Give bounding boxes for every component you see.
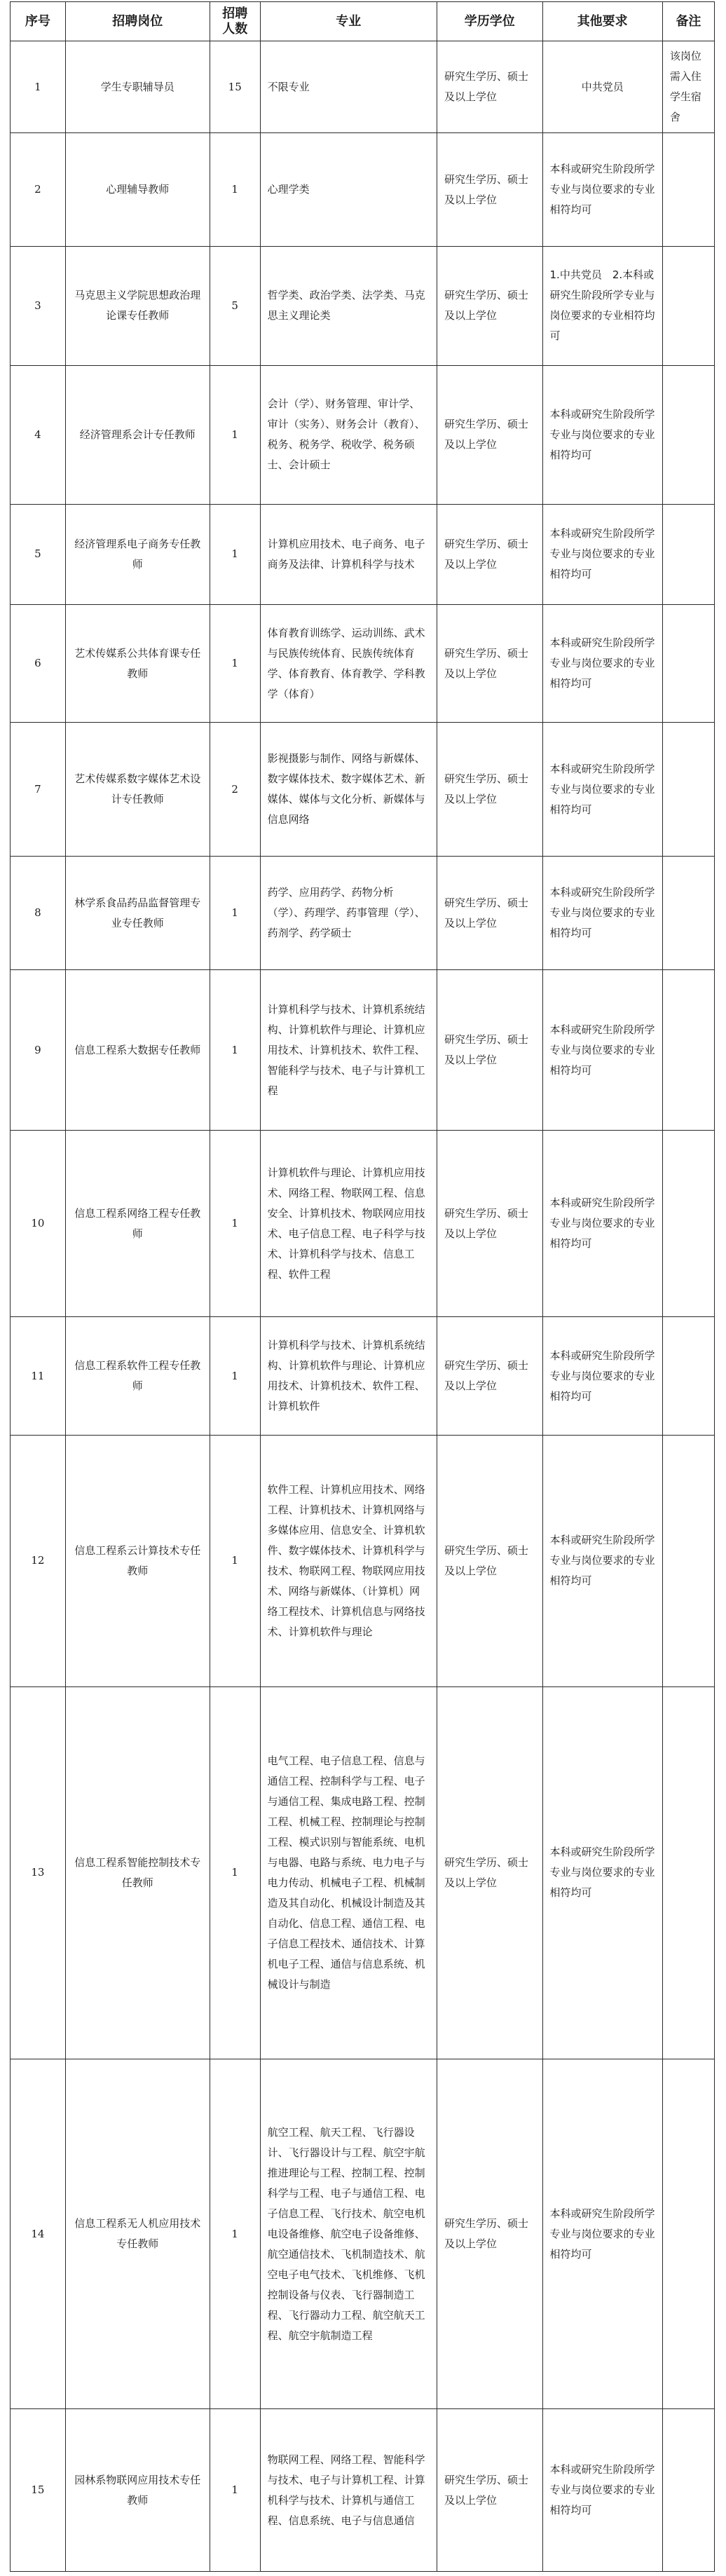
row-degree: 研究生学历、硕士及以上学位: [437, 723, 543, 856]
table-row: [11, 723, 715, 856]
row-remarks: [662, 723, 714, 856]
row-position: 马克思主义学院思想政治理论课专任教师: [65, 246, 210, 365]
row-seq: 6: [11, 604, 66, 722]
row-remarks: [662, 1686, 714, 2059]
row-major: 哲学类、政治学类、法学类、马克思主义理论类: [260, 246, 437, 365]
row-requirements: 本科或研究生阶段所学专业与岗位要求的专业相符均可: [542, 723, 662, 856]
header-count: 招聘 人数: [210, 2, 260, 41]
row-degree: 研究生学历、硕士及以上学位: [437, 2059, 543, 2409]
row-major: 药学、应用药学、药物分析（学）、药理学、药事管理（学）、药剂学、药学硕士: [260, 856, 437, 969]
header-position: 招聘岗位: [65, 2, 210, 41]
row-requirements: 本科或研究生阶段所学专业与岗位要求的专业相符均可: [542, 1435, 662, 1686]
row-requirements: 本科或研究生阶段所学专业与岗位要求的专业相符均可: [542, 2409, 662, 2572]
row-requirements: 本科或研究生阶段所学专业与岗位要求的专业相符均可: [542, 1130, 662, 1317]
row-degree: 研究生学历、硕士及以上学位: [437, 133, 543, 246]
row-count: 1: [210, 133, 260, 246]
row-position: 信息工程系智能控制技术专任教师: [65, 1686, 210, 2059]
row-major: 计算机软件与理论、计算机应用技术、网络工程、物联网工程、信息安全、计算机技术、物联网应用技术、电子信息工程、电子科学与技术、计算机科学与技术、信息工程、软件工程: [260, 1130, 437, 1317]
row-remarks: [662, 1317, 714, 1435]
table-row: [11, 41, 715, 133]
header-seq: 序号: [11, 2, 66, 41]
row-seq: 7: [11, 723, 66, 856]
row-position: 信息工程系云计算技术专任教师: [65, 1435, 210, 1686]
recruitment-table-container: [10, 1, 715, 2572]
row-count: 1: [210, 1435, 260, 1686]
row-seq: 1: [11, 41, 66, 133]
table-row: [11, 246, 715, 365]
row-count: 1: [210, 504, 260, 604]
row-major: 电气工程、电子信息工程、信息与通信工程、控制科学与工程、电子与通信工程、集成电路工程、控制工程、机械工程、控制理论与控制工程、模式识别与智能系统、电机与电器、电路与系统、电力电子与电力传动、机械电子工程、机械制造及其自动化、机械设计制造及其自动化、信息工程、通信工程、电子信息工程技术、通信技术、计算机电子工程、通信与信息系统、机械设计与制造: [260, 1686, 437, 2059]
row-remarks: [662, 246, 714, 365]
table-row: [11, 133, 715, 246]
row-seq: 12: [11, 1435, 66, 1686]
table-row: [11, 504, 715, 604]
row-major: 软件工程、计算机应用技术、网络工程、计算机技术、计算机网络与多媒体应用、信息安全、计算机软件、数字媒体技术、计算机科学与技术、物联网工程、物联网应用技术、网络与新媒体、（计算机）网络工程技术、计算机信息与网络技术、计算机软件与理论: [260, 1435, 437, 1686]
row-remarks: [662, 133, 714, 246]
table-row: [11, 604, 715, 722]
table-row: [11, 970, 715, 1131]
row-degree: 研究生学历、硕士及以上学位: [437, 1317, 543, 1435]
table-row: [11, 1686, 715, 2059]
row-position: 艺术传媒系公共体育课专任教师: [65, 604, 210, 722]
row-seq: 11: [11, 1317, 66, 1435]
row-position: 信息工程系无人机应用技术专任教师: [65, 2059, 210, 2409]
row-seq: 3: [11, 246, 66, 365]
row-degree: 研究生学历、硕士及以上学位: [437, 1130, 543, 1317]
row-remarks: [662, 856, 714, 969]
row-count: 1: [210, 366, 260, 504]
row-remarks: [662, 504, 714, 604]
row-degree: 研究生学历、硕士及以上学位: [437, 504, 543, 604]
row-count: 1: [210, 2409, 260, 2572]
row-major: 航空工程、航天工程、飞行器设计、飞行器设计与工程、航空宇航推进理论与工程、控制工程、控制科学与工程、电子与通信工程、电子信息工程、飞行技术、航空电机电设备维修、航空电子设备维修、航空通信技术、飞机制造技术、航空电子电气技术、飞机维修、飞机控制设备与仪表、飞行器制造工程、飞行器动力工程、航空航天工程、航空宇航制造工程: [260, 2059, 437, 2409]
row-requirements: 本科或研究生阶段所学专业与岗位要求的专业相符均可: [542, 1686, 662, 2059]
row-degree: 研究生学历、硕士及以上学位: [437, 246, 543, 365]
table-row: [11, 1130, 715, 1317]
header-row: [11, 2, 715, 41]
table-row: [11, 856, 715, 969]
table-row: [11, 2059, 715, 2409]
row-count: 1: [210, 970, 260, 1131]
row-count: 2: [210, 723, 260, 856]
row-seq: 2: [11, 133, 66, 246]
row-degree: 研究生学历、硕士及以上学位: [437, 604, 543, 722]
row-major: 心理学类: [260, 133, 437, 246]
row-position: 信息工程系软件工程专任教师: [65, 1317, 210, 1435]
row-major: 会计（学）、财务管理、审计学、审计（实务）、财务会计（教育）、税务、税务学、税收学、税务硕士、会计硕士: [260, 366, 437, 504]
row-major: 物联网工程、网络工程、智能科学与技术、电子与计算机工程、计算机科学与技术、计算机与通信工程、信息系统、电子与信息通信: [260, 2409, 437, 2572]
row-major: 计算机科学与技术、计算机系统结构、计算机软件与理论、计算机应用技术、计算机技术、软件工程、计算机软件: [260, 1317, 437, 1435]
row-degree: 研究生学历、硕士及以上学位: [437, 856, 543, 969]
row-degree: 研究生学历、硕士及以上学位: [437, 1686, 543, 2059]
row-seq: 10: [11, 1130, 66, 1317]
row-remarks: [662, 366, 714, 504]
table-row: [11, 366, 715, 504]
header-requirements: 其他要求: [542, 2, 662, 41]
row-requirements: 中共党员: [542, 41, 662, 133]
row-seq: 9: [11, 970, 66, 1131]
header-remarks: 备注: [662, 2, 714, 41]
row-seq: 5: [11, 504, 66, 604]
row-degree: 研究生学历、硕士及以上学位: [437, 41, 543, 133]
row-seq: 15: [11, 2409, 66, 2572]
row-count: 5: [210, 246, 260, 365]
row-position: 林学系食品药品监督管理专业专任教师: [65, 856, 210, 969]
row-position: 经济管理系电子商务专任教师: [65, 504, 210, 604]
table-row: [11, 2409, 715, 2572]
row-position: 信息工程系大数据专任教师: [65, 970, 210, 1131]
row-remarks: [662, 1435, 714, 1686]
row-major: 计算机科学与技术、计算机系统结构、计算机软件与理论、计算机应用技术、计算机技术、软件工程、智能科学与技术、电子与计算机工程: [260, 970, 437, 1131]
row-count: 1: [210, 1686, 260, 2059]
row-count: 15: [210, 41, 260, 133]
row-major: 影视摄影与制作、网络与新媒体、数字媒体技术、数字媒体艺术、新媒体、媒体与文化分析、新媒体与信息网络: [260, 723, 437, 856]
table-body: [11, 41, 715, 2572]
row-requirements: 本科或研究生阶段所学专业与岗位要求的专业相符均可: [542, 604, 662, 722]
row-count: 1: [210, 2059, 260, 2409]
row-requirements: 本科或研究生阶段所学专业与岗位要求的专业相符均可: [542, 366, 662, 504]
row-seq: 8: [11, 856, 66, 969]
row-requirements: 本科或研究生阶段所学专业与岗位要求的专业相符均可: [542, 2059, 662, 2409]
row-remarks: [662, 2059, 714, 2409]
row-requirements: 本科或研究生阶段所学专业与岗位要求的专业相符均可: [542, 133, 662, 246]
table-row: [11, 1317, 715, 1435]
row-position: 经济管理系会计专任教师: [65, 366, 210, 504]
row-degree: 研究生学历、硕士及以上学位: [437, 1435, 543, 1686]
row-position: 艺术传媒系数字媒体艺术设计专任教师: [65, 723, 210, 856]
row-count: 1: [210, 1317, 260, 1435]
row-remarks: [662, 1130, 714, 1317]
row-major: 不限专业: [260, 41, 437, 133]
row-seq: 14: [11, 2059, 66, 2409]
row-remarks: 该岗位需入住学生宿舍: [662, 41, 714, 133]
row-degree: 研究生学历、硕士及以上学位: [437, 970, 543, 1131]
row-seq: 13: [11, 1686, 66, 2059]
header-major: 专业: [260, 2, 437, 41]
row-requirements: 本科或研究生阶段所学专业与岗位要求的专业相符均可: [542, 1317, 662, 1435]
row-count: 1: [210, 604, 260, 722]
row-position: 信息工程系网络工程专任教师: [65, 1130, 210, 1317]
row-count: 1: [210, 856, 260, 969]
row-position: 园林系物联网应用技术专任教师: [65, 2409, 210, 2572]
row-position: 心理辅导教师: [65, 133, 210, 246]
row-count: 1: [210, 1130, 260, 1317]
row-requirements: 1.中共党员 2.本科或研究生阶段所学专业与岗位要求的专业相符均可: [542, 246, 662, 365]
row-major: 计算机应用技术、电子商务、电子商务及法律、计算机科学与技术: [260, 504, 437, 604]
row-remarks: [662, 604, 714, 722]
row-requirements: 本科或研究生阶段所学专业与岗位要求的专业相符均可: [542, 856, 662, 969]
table-row: [11, 1435, 715, 1686]
row-remarks: [662, 970, 714, 1131]
row-remarks: [662, 2409, 714, 2572]
header-degree: 学历学位: [437, 2, 543, 41]
row-seq: 4: [11, 366, 66, 504]
row-major: 体育教育训练学、运动训练、武术与民族传统体育、民族传统体育学、体育教育、体育教学、学科教学（体育）: [260, 604, 437, 722]
row-position: 学生专职辅导员: [65, 41, 210, 133]
row-degree: 研究生学历、硕士及以上学位: [437, 366, 543, 504]
recruitment-table: [10, 1, 715, 2572]
row-requirements: 本科或研究生阶段所学专业与岗位要求的专业相符均可: [542, 504, 662, 604]
row-degree: 研究生学历、硕士及以上学位: [437, 2409, 543, 2572]
row-requirements: 本科或研究生阶段所学专业与岗位要求的专业相符均可: [542, 970, 662, 1131]
